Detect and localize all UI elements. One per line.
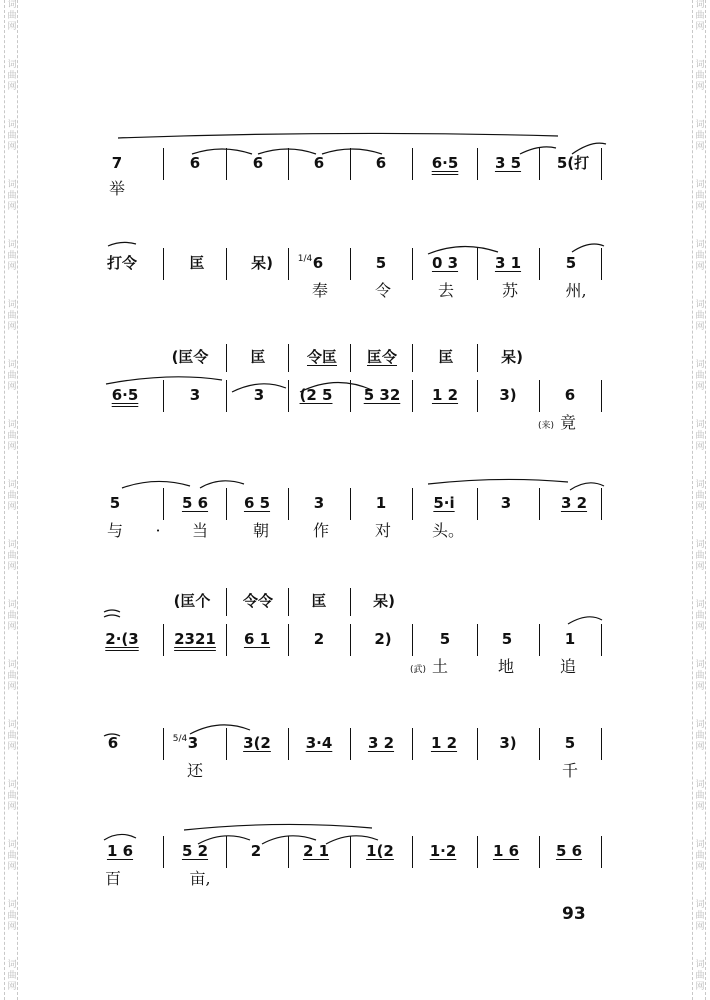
barline <box>412 728 413 760</box>
lyric: 去 <box>437 281 455 300</box>
note: 6 5 <box>243 494 271 512</box>
barline <box>163 148 164 180</box>
barline <box>412 248 413 280</box>
barline <box>412 344 413 372</box>
barline <box>412 148 413 180</box>
percussion-syllable: 匡 <box>250 348 266 366</box>
note: 5(打 <box>556 154 590 172</box>
watermark-text: 词 曲 网 <box>7 300 17 332</box>
barline <box>477 148 478 180</box>
watermark-text: 词 曲 网 <box>695 900 705 932</box>
note: 3) <box>499 386 517 404</box>
watermark-text: 词 曲 网 <box>7 420 17 452</box>
note: 3 1 <box>494 254 522 272</box>
note: 匡 <box>189 254 205 272</box>
barline <box>412 624 413 656</box>
barline <box>226 488 227 520</box>
watermark-text: 词 曲 网 <box>695 120 705 152</box>
note: 6 <box>107 734 119 752</box>
percussion-syllable: 令令 <box>242 592 274 610</box>
note: 1 2 <box>430 734 458 752</box>
note: 2 1 <box>302 842 330 860</box>
barline <box>226 624 227 656</box>
lyric: 百 <box>104 869 122 888</box>
percussion-syllable: 呆) <box>373 592 395 610</box>
lyric: 对 <box>374 521 392 540</box>
watermark-text: 词 曲 网 <box>7 480 17 512</box>
note: 2 <box>313 630 325 648</box>
barline <box>163 836 164 868</box>
barline <box>288 624 289 656</box>
percussion-syllable: 呆) <box>501 348 523 366</box>
watermark-text: 词 曲 网 <box>695 840 705 872</box>
barline <box>288 344 289 372</box>
barline <box>412 380 413 412</box>
barline <box>350 624 351 656</box>
barline <box>539 248 540 280</box>
barline <box>226 248 227 280</box>
barline <box>288 380 289 412</box>
lyric: 还 <box>186 761 204 780</box>
watermark-text: 词 曲 网 <box>7 0 17 32</box>
watermark-text: 词 曲 网 <box>695 480 705 512</box>
barline <box>477 488 478 520</box>
watermark-text: 词 曲 网 <box>695 300 705 332</box>
time-signature: 1/4 <box>297 254 313 264</box>
barline <box>539 728 540 760</box>
barline <box>350 588 351 616</box>
lyric: 州, <box>565 281 587 300</box>
note: 打令 <box>106 254 138 272</box>
watermark-text: 词 曲 网 <box>7 540 17 572</box>
note: 3 <box>500 494 512 512</box>
note: 7 <box>111 154 123 172</box>
lyric: 头。 <box>431 521 465 540</box>
watermark-text: 词 曲 网 <box>695 0 705 32</box>
note: 5 <box>109 494 121 512</box>
note: 2·(3 <box>105 630 139 648</box>
barline <box>226 588 227 616</box>
note: 3 <box>187 734 199 752</box>
percussion-syllable: (匡令 <box>171 348 209 366</box>
barline <box>477 248 478 280</box>
note: 3·4 <box>305 734 333 752</box>
watermark-text: 词 曲 网 <box>7 780 17 812</box>
percussion-syllable: 匡 <box>311 592 327 610</box>
barline <box>477 728 478 760</box>
watermark-text: 词 曲 网 <box>695 780 705 812</box>
barline <box>226 836 227 868</box>
percussion-syllable: 匡 <box>438 348 454 366</box>
barline <box>226 380 227 412</box>
lyric: 与 <box>106 521 124 540</box>
note: 3 5 <box>494 154 522 172</box>
note: 3 2 <box>560 494 588 512</box>
barline <box>601 248 602 280</box>
percussion-syllable: 匡令 <box>366 348 398 366</box>
barline <box>477 624 478 656</box>
watermark-text: 词 曲 网 <box>695 540 705 572</box>
barline <box>477 344 478 372</box>
watermark-text: 词 曲 网 <box>695 180 705 212</box>
lyric: 作 <box>312 521 330 540</box>
barline <box>288 836 289 868</box>
percussion-row <box>0 592 710 618</box>
note: 6 <box>564 386 576 404</box>
barline <box>163 380 164 412</box>
note: 6 <box>313 154 325 172</box>
note: 5 2 <box>181 842 209 860</box>
barline <box>539 148 540 180</box>
time-signature: 5/4 <box>172 734 188 744</box>
percussion-row <box>0 348 710 374</box>
barline <box>163 624 164 656</box>
watermark-text: 词 曲 网 <box>695 960 705 992</box>
note: 6 <box>312 254 324 272</box>
watermark-text: 词 曲 网 <box>7 900 17 932</box>
watermark-text: 词 曲 网 <box>7 240 17 272</box>
note: (2 5 <box>299 386 333 404</box>
lyric-annotation: (来) <box>537 421 555 431</box>
barline <box>350 344 351 372</box>
barline <box>601 380 602 412</box>
note: 1 2 <box>431 386 459 404</box>
watermark-text: 词 曲 网 <box>695 660 705 692</box>
watermark-text: 词 曲 网 <box>695 600 705 632</box>
page-number: 93 <box>562 904 586 924</box>
barline <box>226 148 227 180</box>
barline <box>539 836 540 868</box>
barline <box>601 728 602 760</box>
barline <box>477 380 478 412</box>
note: 3 <box>313 494 325 512</box>
barline <box>288 728 289 760</box>
watermark-text: 词 曲 网 <box>695 420 705 452</box>
note: 5 <box>501 630 513 648</box>
lyric: 奉 <box>311 281 329 300</box>
barline <box>288 248 289 280</box>
barline <box>350 836 351 868</box>
barline <box>350 728 351 760</box>
note: 0 3 <box>431 254 459 272</box>
barline <box>412 836 413 868</box>
barline <box>163 488 164 520</box>
lyric: 亩, <box>189 869 211 888</box>
barline <box>539 488 540 520</box>
barline <box>601 488 602 520</box>
note: 5 <box>564 734 576 752</box>
note: 1·2 <box>429 842 457 860</box>
note: 5·i <box>433 494 455 512</box>
note: 5 <box>439 630 451 648</box>
barline <box>350 248 351 280</box>
barline <box>288 488 289 520</box>
watermark-text: 词 曲 网 <box>7 660 17 692</box>
note: 2) <box>374 630 392 648</box>
note: 1 <box>564 630 576 648</box>
watermark-text: 词 曲 网 <box>7 600 17 632</box>
watermark-text: 词 曲 网 <box>7 360 17 392</box>
note: 3 2 <box>367 734 395 752</box>
barline <box>539 624 540 656</box>
percussion-syllable: 令匡 <box>306 348 338 366</box>
barline <box>601 836 602 868</box>
watermark-text: 词 曲 网 <box>7 960 17 992</box>
lyric: 千 <box>561 761 579 780</box>
watermark-text: 词 曲 网 <box>7 180 17 212</box>
note: 1(2 <box>366 842 394 860</box>
barline <box>226 344 227 372</box>
note: 6 <box>189 154 201 172</box>
barline <box>288 148 289 180</box>
lyric: 地 <box>497 657 515 676</box>
lyric: 土 <box>431 657 449 676</box>
barline <box>350 148 351 180</box>
note: 3 <box>189 386 201 404</box>
note: 3 <box>253 386 265 404</box>
note: 呆) <box>251 254 273 272</box>
note: 6 1 <box>243 630 271 648</box>
barline <box>539 380 540 412</box>
barline <box>350 380 351 412</box>
note: 5 32 <box>363 386 401 404</box>
watermark-text: 词 曲 网 <box>695 60 705 92</box>
lyric-dot: · <box>155 521 161 540</box>
barline <box>477 836 478 868</box>
note: 5 <box>565 254 577 272</box>
lyric: 苏 <box>501 281 519 300</box>
lyric: 朝 <box>252 521 270 540</box>
percussion-syllable: (匡个 <box>173 592 211 610</box>
note: 6·5 <box>431 154 459 172</box>
barline <box>412 488 413 520</box>
watermark-text: 词 曲 网 <box>7 720 17 752</box>
watermark-text: 词 曲 网 <box>695 720 705 752</box>
watermark-text: 词 曲 网 <box>695 240 705 272</box>
lyric: 举 <box>108 179 126 198</box>
note: 3) <box>499 734 517 752</box>
note: 1 6 <box>106 842 134 860</box>
note: 6·5 <box>111 386 139 404</box>
lyric: 追 <box>559 657 577 676</box>
barline <box>163 248 164 280</box>
barline <box>226 728 227 760</box>
lyric-annotation: (武) <box>409 665 427 675</box>
barline <box>163 728 164 760</box>
lyric: 竟 <box>559 413 577 432</box>
note: 3(2 <box>243 734 271 752</box>
note: 2 <box>250 842 262 860</box>
watermark-text: 词 曲 网 <box>7 60 17 92</box>
watermark-text: 词 曲 网 <box>695 360 705 392</box>
note: 5 6 <box>181 494 209 512</box>
lyric: 当 <box>191 521 209 540</box>
note: 5 6 <box>555 842 583 860</box>
barline <box>288 588 289 616</box>
barline <box>601 148 602 180</box>
note: 6 <box>375 154 387 172</box>
note: 6 <box>252 154 264 172</box>
note: 2321 <box>174 630 216 648</box>
barline <box>350 488 351 520</box>
watermark-text: 词 曲 网 <box>7 120 17 152</box>
note: 1 6 <box>492 842 520 860</box>
watermark-text: 词 曲 网 <box>7 840 17 872</box>
lyric: 令 <box>374 281 392 300</box>
barline <box>601 624 602 656</box>
note: 5 <box>375 254 387 272</box>
note: 1 <box>375 494 387 512</box>
